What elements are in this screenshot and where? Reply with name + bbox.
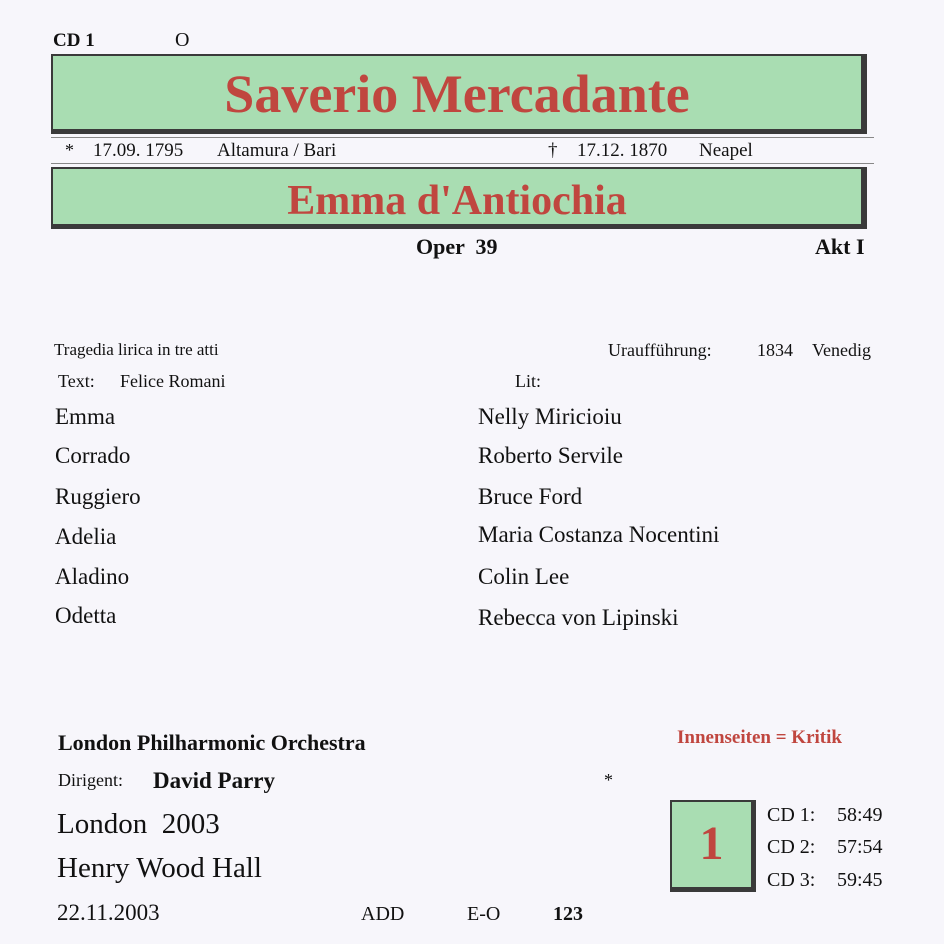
death-place: Neapel [699,140,753,161]
divider [51,163,874,164]
singer-adelia: Maria Costanza Nocentini [478,522,720,547]
text-label: Text: [58,371,95,391]
genre: Tragedia lirica in tre atti [54,340,219,359]
role-corrado: Corrado [55,443,131,468]
recording-venue: Henry Wood Hall [57,852,262,884]
act-label: Akt I [815,234,865,259]
format-code: ADD [361,903,405,925]
singer-emma: Nelly Miricioiu [478,404,622,429]
role-odetta: Odetta [55,603,117,628]
birth-place: Altamura / Bari [217,140,337,161]
death-date: 17.12. 1870 [577,140,668,161]
premiere-place: Venedig [812,340,871,360]
critique-note: Innenseiten = Kritik [677,727,842,748]
recording-date: 22.11.2003 [57,900,160,925]
disc-time-2: 57:54 [837,836,883,858]
star-mark: * [604,770,613,790]
disc-time-3: 59:45 [837,869,883,891]
opus-number: Oper 39 [416,234,498,259]
lit-label: Lit: [515,371,541,391]
role-ruggiero: Ruggiero [55,484,141,509]
birth-date: 17.09. 1795 [93,140,184,161]
singer-aladino: Colin Lee [478,564,570,589]
catalog-code: E-O [467,903,501,925]
recording-location: London 2003 [57,808,220,840]
composer-name: Saverio Mercadante [51,54,867,134]
disc-time-1: 58:49 [837,804,883,826]
disc-time-label-2: CD 2: [767,836,816,858]
catalog-number: 123 [553,903,583,925]
work-title: Emma d'Antiochia [51,167,867,229]
singer-ruggiero: Bruce Ford [478,484,583,509]
cd-label: CD 1 [53,30,95,51]
disc-time-label-3: CD 3: [767,869,816,891]
librettist: Felice Romani [120,371,226,391]
premiere-year: 1834 [757,340,793,360]
role-aladino: Aladino [55,564,130,589]
singer-odetta: Rebecca von Lipinski [478,605,679,630]
divider [51,137,874,138]
death-symbol: † [548,140,558,161]
orchestra: London Philharmonic Orchestra [58,730,366,755]
role-emma: Emma [55,404,116,429]
disc-number-box: 1 [670,800,756,892]
premiere-label: Uraufführung: [608,340,712,360]
role-adelia: Adelia [55,524,117,549]
singer-corrado: Roberto Servile [478,443,623,468]
birth-symbol: * [65,140,74,160]
conductor: David Parry [153,768,276,793]
disc-time-label-1: CD 1: [767,804,816,826]
circle-mark: O [175,29,190,51]
conductor-label: Dirigent: [58,770,123,790]
